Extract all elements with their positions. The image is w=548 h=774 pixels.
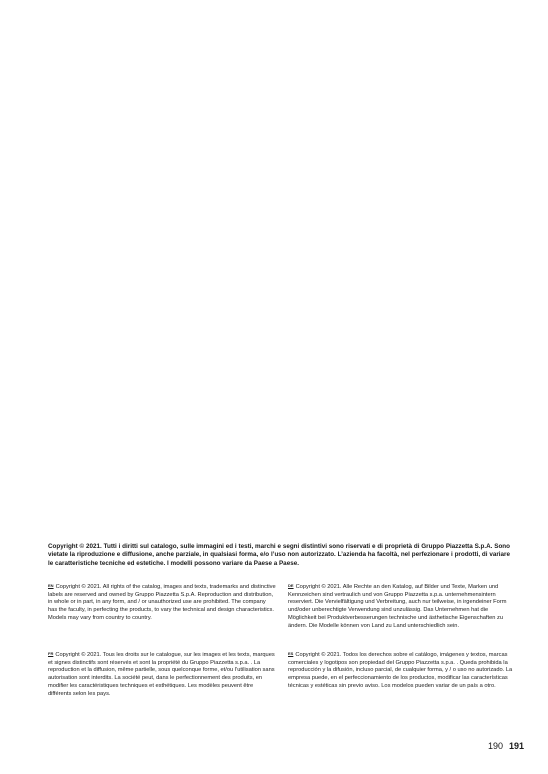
page-number-right: 191 [508,741,524,751]
italian-copyright-notice [48,543,510,568]
french-language-tag: FR [48,651,54,656]
spanish-notice-text: Copyright © 2021. Todos los derechos sobre el catálogo, imágenes y textos, marcas comerciales y logotipos son propiedad del Gruppo Piazzetta s.p.a. . Queda prohibida la reproducción y la difusión, incluso parcial, de cualquier forma, y / o uso no autorizado. La empresa puede, en el perfeccionamiento de los productos, modificar las características técnicas y estéticas sin previo aviso. Los modelos pueden variar de un país a otro. [288,652,513,689]
english-notice [48,582,276,623]
french-notice [48,650,276,698]
english-language-tag: EN [48,583,54,588]
german-notice [288,582,516,630]
german-language-tag: DE [288,583,294,588]
spanish-notice [288,650,516,691]
french-notice-text: Copyright © 2021. Tous les droits sur le catalogue, sur les images et les texts, marques et signes distinctifs sont réservés et sont la propriété du Gruppo Piazzetta s.p.a. . La reproduction et la diffusion, même partielle, sous quelconque forme, et/ou l’utilisation sans autorisation sont interdits. La société peut, dans le perfectionnement des produits, en modifier les caractéristiques techniques et esthétiques. Les modèles peuvent être différents selon les pays. [48,652,275,697]
page-numbers [472,741,524,751]
italian-copyright-text: Copyright © 2021. Tutti i diritti sul catalogo, sulle immagini ed i testi, marchi e segni distintivi sono riservati e di proprietà di Gruppo Piazzetta S.p.A. Sono vietate la riproduzione e diffusione, anche parziale, in qualsiasi forma, e/o l’uso non autorizzato. L’azienda ha facoltà, nel perfezionare i prodotti, di variare le caratteristiche tecniche ed estetiche. I modelli possono variare da Paese a Paese. [48,543,510,567]
german-notice-text: Copyright © 2021. Alle Rechte an den Katalog, auf Bilder und Texte, Marken und Kennzeichen sind vertraulich und von Gruppo Piazzetta s.p.a. unternehmensintern reserviert. Die Vervielfältigung und Verbreitung, auch nur teilweise, in irgendeiner Form und/oder unberechtigte Verwendung sind unzulässig. Das Unternehmen hat die Möglichkeit bei Produktverbesserungen technische und ästhetische Eigenschaften zu ändern. Die Modelle können von Land zu Land unterschiedlich sein. [288,584,507,629]
page-number-left: 190 [487,741,503,751]
spanish-language-tag: ES [288,651,294,656]
english-notice-text: Copyright © 2021. All rights of the catalog, images and texts, trademarks and distinctive labels are reserved and owned by Gruppo Piazzetta S.p.A. Reproduction and distribution, in whole or in part, in any form, and / or unauthorized use are prohibited. The company has the faculty, in perfecting the products, to vary the technical and design characteristics. Models may vary from country to country. [48,584,276,621]
